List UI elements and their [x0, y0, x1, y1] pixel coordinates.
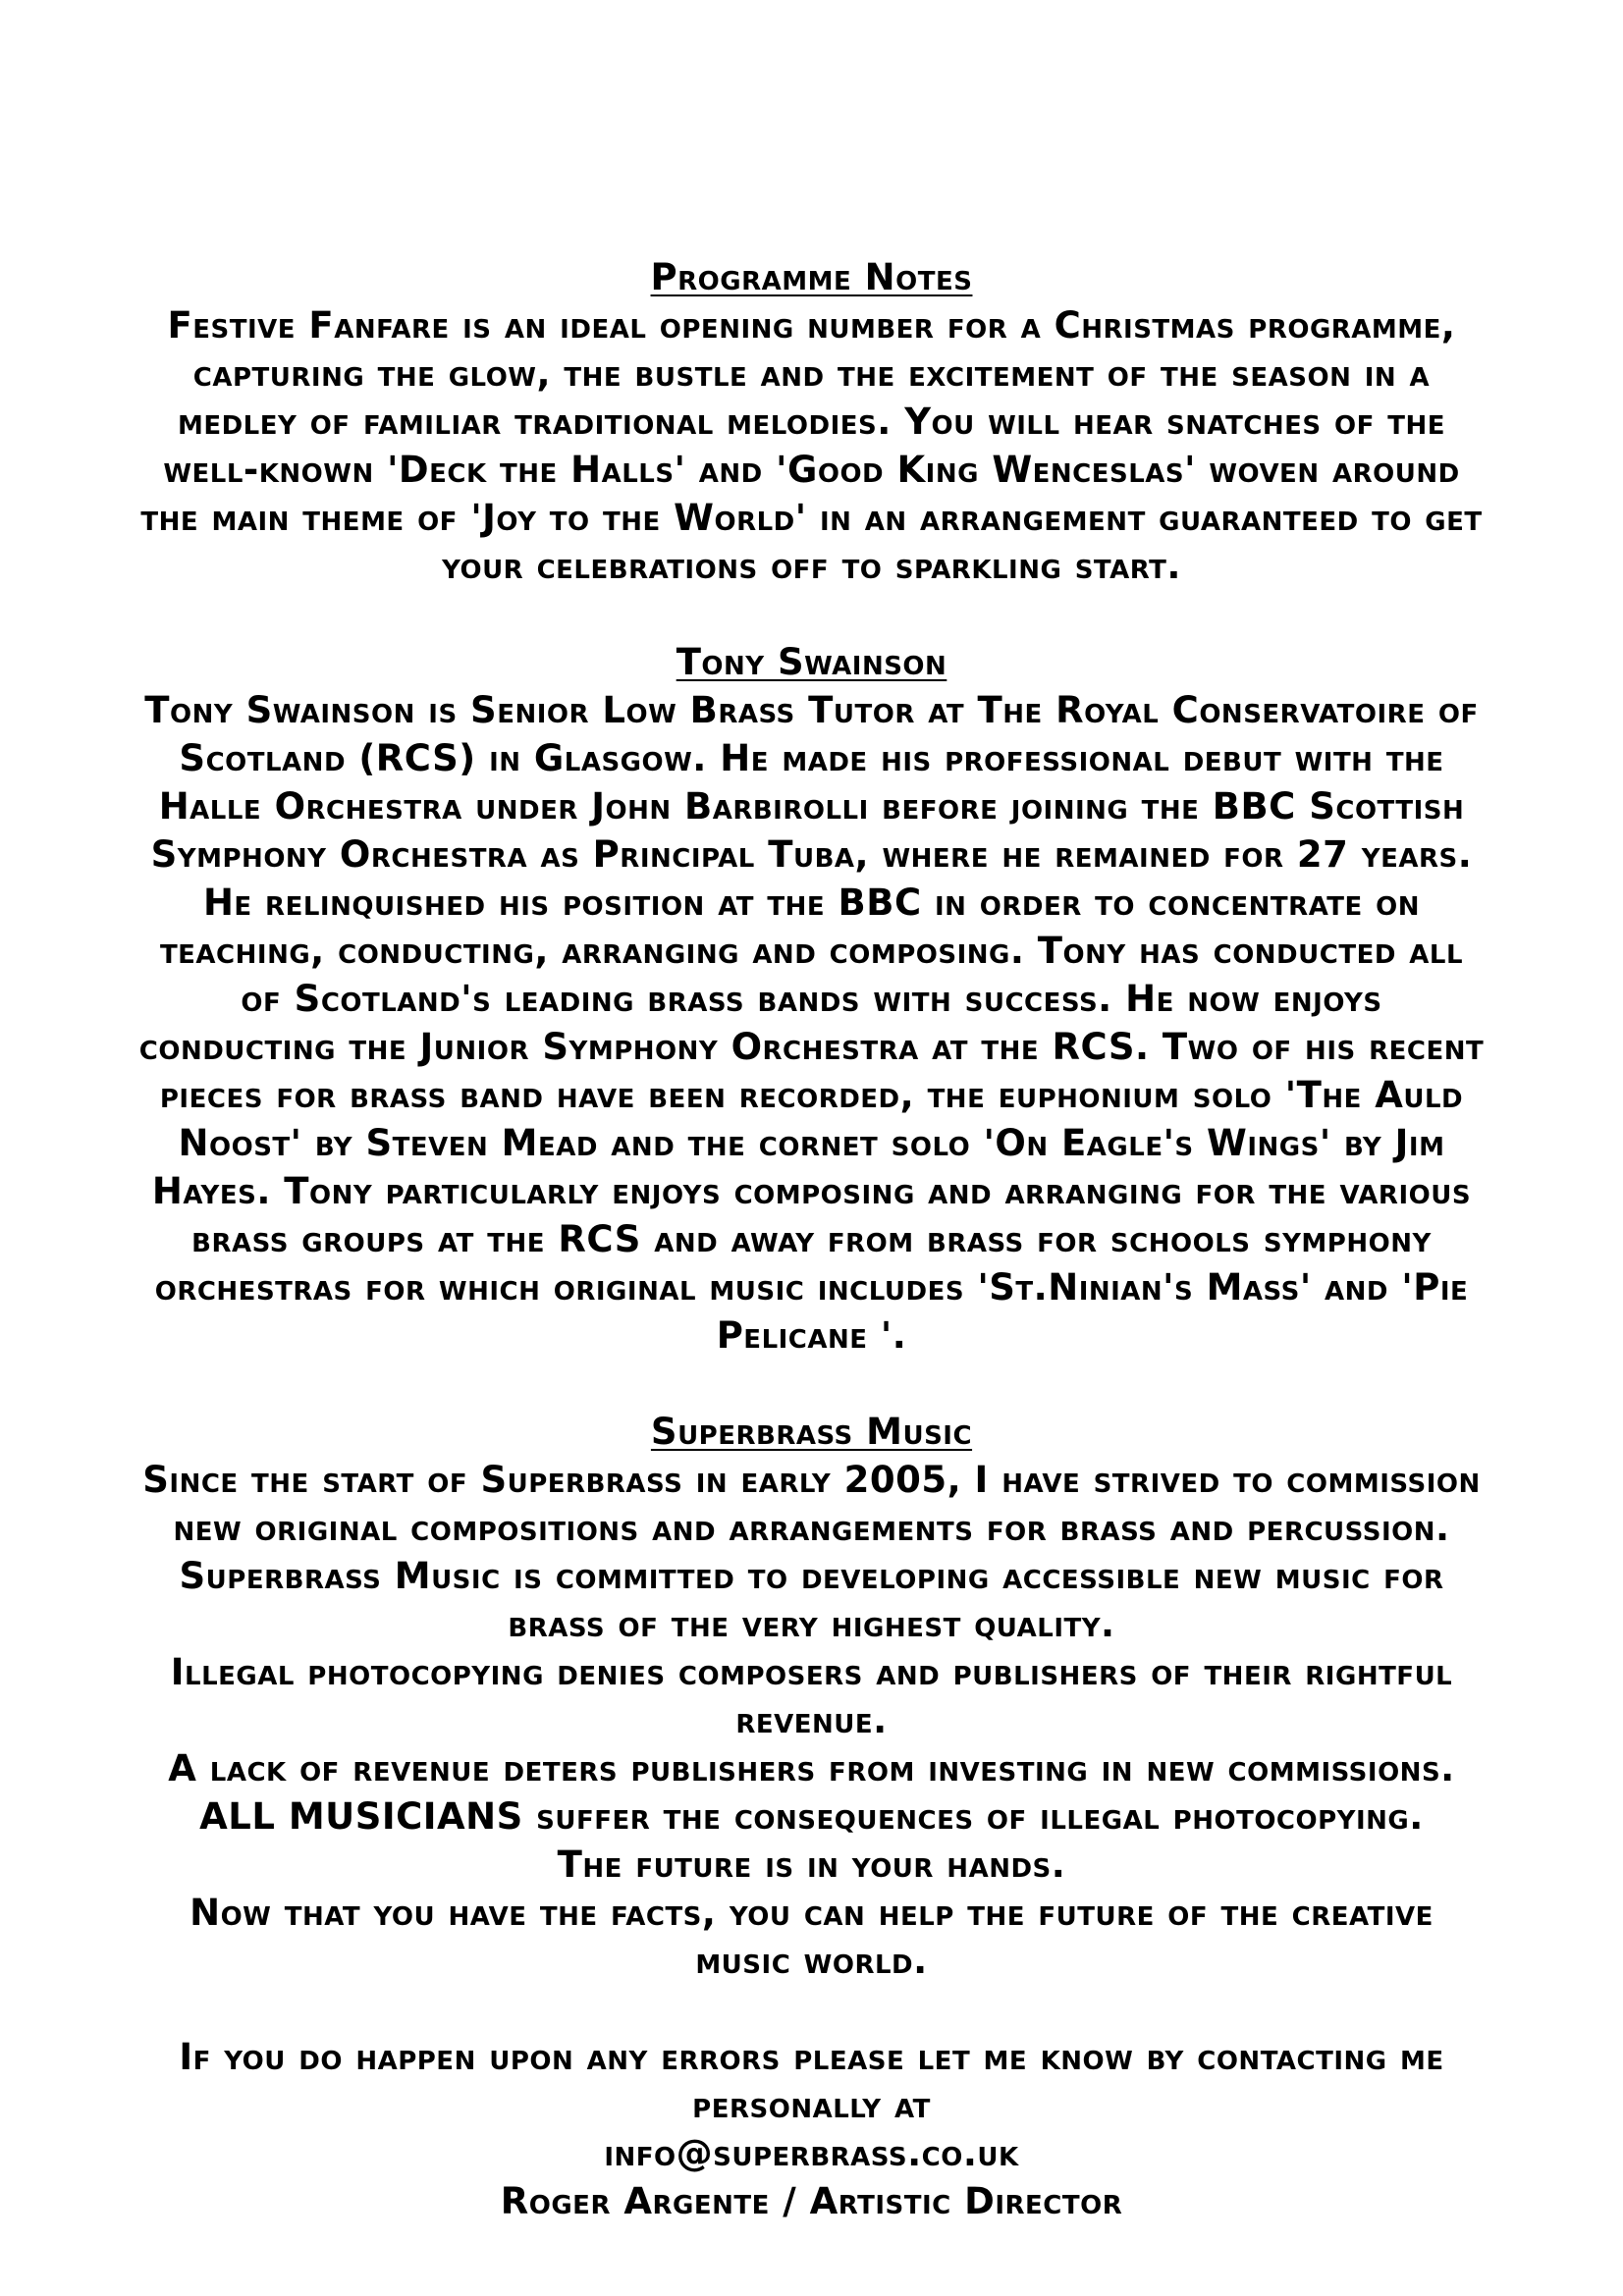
superbrass-line: Since the start of Superbrass in early 2005, I have strived to commission new original compositions and arrangements for brass and percussion. — [142, 1459, 1481, 1549]
spacer — [137, 590, 1486, 638]
composer-heading: Tony Swainson — [676, 641, 947, 683]
musicians-line — [137, 1792, 1486, 1841]
superbrass-line: Superbrass Music is committed to developing accessible new music for brass of the very highest quality. — [179, 1555, 1444, 1645]
contact-email[interactable]: info@superbrass.co.uk — [604, 2132, 1019, 2174]
superbrass-line: Illegal photocopying denies composers and publishers of their rightful revenue. — [170, 1651, 1453, 1741]
superbrass-heading: Superbrass Music — [650, 1411, 973, 1453]
composer-bio: Tony Swainson is Senior Low Brass Tutor at The Royal Conservatoire of Scotland (RCS) in Glasgow. He made his professional debut with the Halle Orchestra under John Barbirolli before joining the BBC Scottish Symphony Orchestra as Principal Tuba, where he remained for 27 years. He relinquished his position at the BBC in order to concentrate on teaching, conducting, arranging and composing. Tony has conducted all of Scotland's leading brass bands with success. He now enjoys conducting the Junior Symphony Orchestra at the RCS. Two of his recent pieces for brass band have been recorded, the euphonium solo 'The Auld Noost' by Steven Mead and the cornet solo 'On Eagle's Wings' by Jim Hayes. Tony particularly enjoys composing and arranging for the various brass groups at the RCS and away from brass for schools symphony orchestras for which original music includes 'St.Ninian's Mass' and 'Pie Pelicane '. — [138, 689, 1485, 1357]
superbrass-line: A lack of revenue deters publishers from investing in new commissions. — [168, 1747, 1455, 1789]
superbrass-line: Now that you have the facts, you can help the future of the creative music world. — [189, 1892, 1434, 1982]
composer-section — [137, 638, 1486, 1360]
document-page — [137, 253, 1486, 2225]
spacer — [137, 1985, 1486, 2033]
signature: Roger Argente / Artistic Director — [500, 2180, 1123, 2222]
contact-section — [137, 2033, 1486, 2225]
superbrass-line: The future is in your hands. — [557, 1843, 1066, 1886]
spacer — [137, 1360, 1486, 1408]
programme-notes-body: Festive Fanfare is an ideal opening number for a Christmas programme, capturing the glow, the bustle and the excitement of the season in a medley of familiar traditional melodies. You will hear snatches of the well-known 'Deck the Halls' and 'Good King Wenceslas' woven around the main theme of 'Joy to the World' in an arrangement guaranteed to get your celebrations off to sparkling start. — [140, 304, 1483, 587]
contact-line: If you do happen upon any errors please let me know by contacting me personally at — [179, 2036, 1444, 2126]
musicians-emphasis: ALL MUSICIANS — [199, 1795, 523, 1838]
musicians-rest: suffer the consequences of illegal photocopying. — [522, 1795, 1424, 1838]
programme-notes-heading: Programme Notes — [650, 256, 973, 298]
superbrass-section — [137, 1408, 1486, 1985]
programme-notes-section — [137, 253, 1486, 590]
